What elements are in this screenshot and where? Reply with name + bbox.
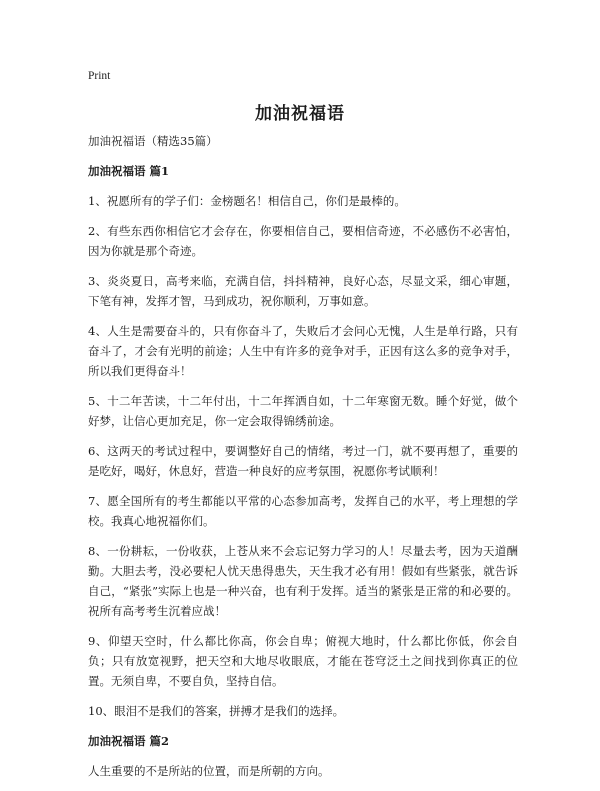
page-title: 加油祝福语 <box>255 104 345 124</box>
paragraph: 5、十二年苦读，十二年付出，十二年挥洒自如，十二年寒窗无数。睡个好觉，做个好梦，让信心更加充足，你一定会取得锦绣前途。 <box>88 394 518 428</box>
document-body <box>88 131 518 791</box>
paragraph: 7、愿全国所有的考生都能以平常的心态参加高考，发挥自己的水平，考上理想的学校。我真心地祝福你们。 <box>88 494 518 528</box>
paragraph: 2、有些东西你相信它才会存在，你要相信自己，要相信奇迹，不必感伤不必害怕，因为你就是那个奇迹。 <box>88 224 518 258</box>
paragraph: 6、这两天的考试过程中，要调整好自己的情绪，考过一门，就不要再想了，重要的是吃好，喝好，休息好，营造一种良好的应考氛围，祝愿你考试顺利！ <box>88 444 518 478</box>
document-subtitle: 加油祝福语（精选35篇） <box>88 134 218 148</box>
paragraph: 10、眼泪不是我们的答案，拼搏才是我们的选择。 <box>88 704 345 718</box>
paragraph: 4、人生是需要奋斗的，只有你奋斗了，失败后才会问心无愧，人生是单行路，只有奋斗了，才会有光明的前途；人生中有许多的竞争对手，正因有这么多的竞争对手，所以我们更得奋斗！ <box>88 324 518 378</box>
print-link[interactable]: Print <box>88 70 111 82</box>
paragraph: 8、一份耕耘，一份收获，上苍从来不会忘记努力学习的人！尽量去考，因为天道酬勤。大胆去考，没必要杞人忧天患得患失，天生我才必有用！假如有些紧张，就告诉自己，“紧张”实际上也是一种兴奋，也有利于发挥。适当的紧张是正常的和必要的。祝所有高考考生沉着应战！ <box>88 544 518 618</box>
paragraph: 3、炎炎夏日，高考来临，充满自信，抖抖精神，良好心态，尽显文采，细心审题，下笔有神，发挥才智，马到成功，祝你顺利，万事如意。 <box>88 274 518 308</box>
paragraph: 9、仰望天空时，什么都比你高，你会自卑；俯视大地时，什么都比你低，你会自负；只有放宽视野，把天空和大地尽收眼底，才能在苍穹泛土之间找到你真正的位置。无须自卑，不要自负，坚持自信。 <box>88 634 518 688</box>
section-heading: 加油祝福语 篇1 <box>88 164 170 178</box>
section-heading: 加油祝福语 篇2 <box>88 734 170 748</box>
paragraph: 人生重要的不是所站的位置，而是所朝的方向。 <box>88 764 330 778</box>
paragraph: 1、祝愿所有的学子们：金榜题名！相信自己，你们是最棒的。 <box>88 194 406 208</box>
